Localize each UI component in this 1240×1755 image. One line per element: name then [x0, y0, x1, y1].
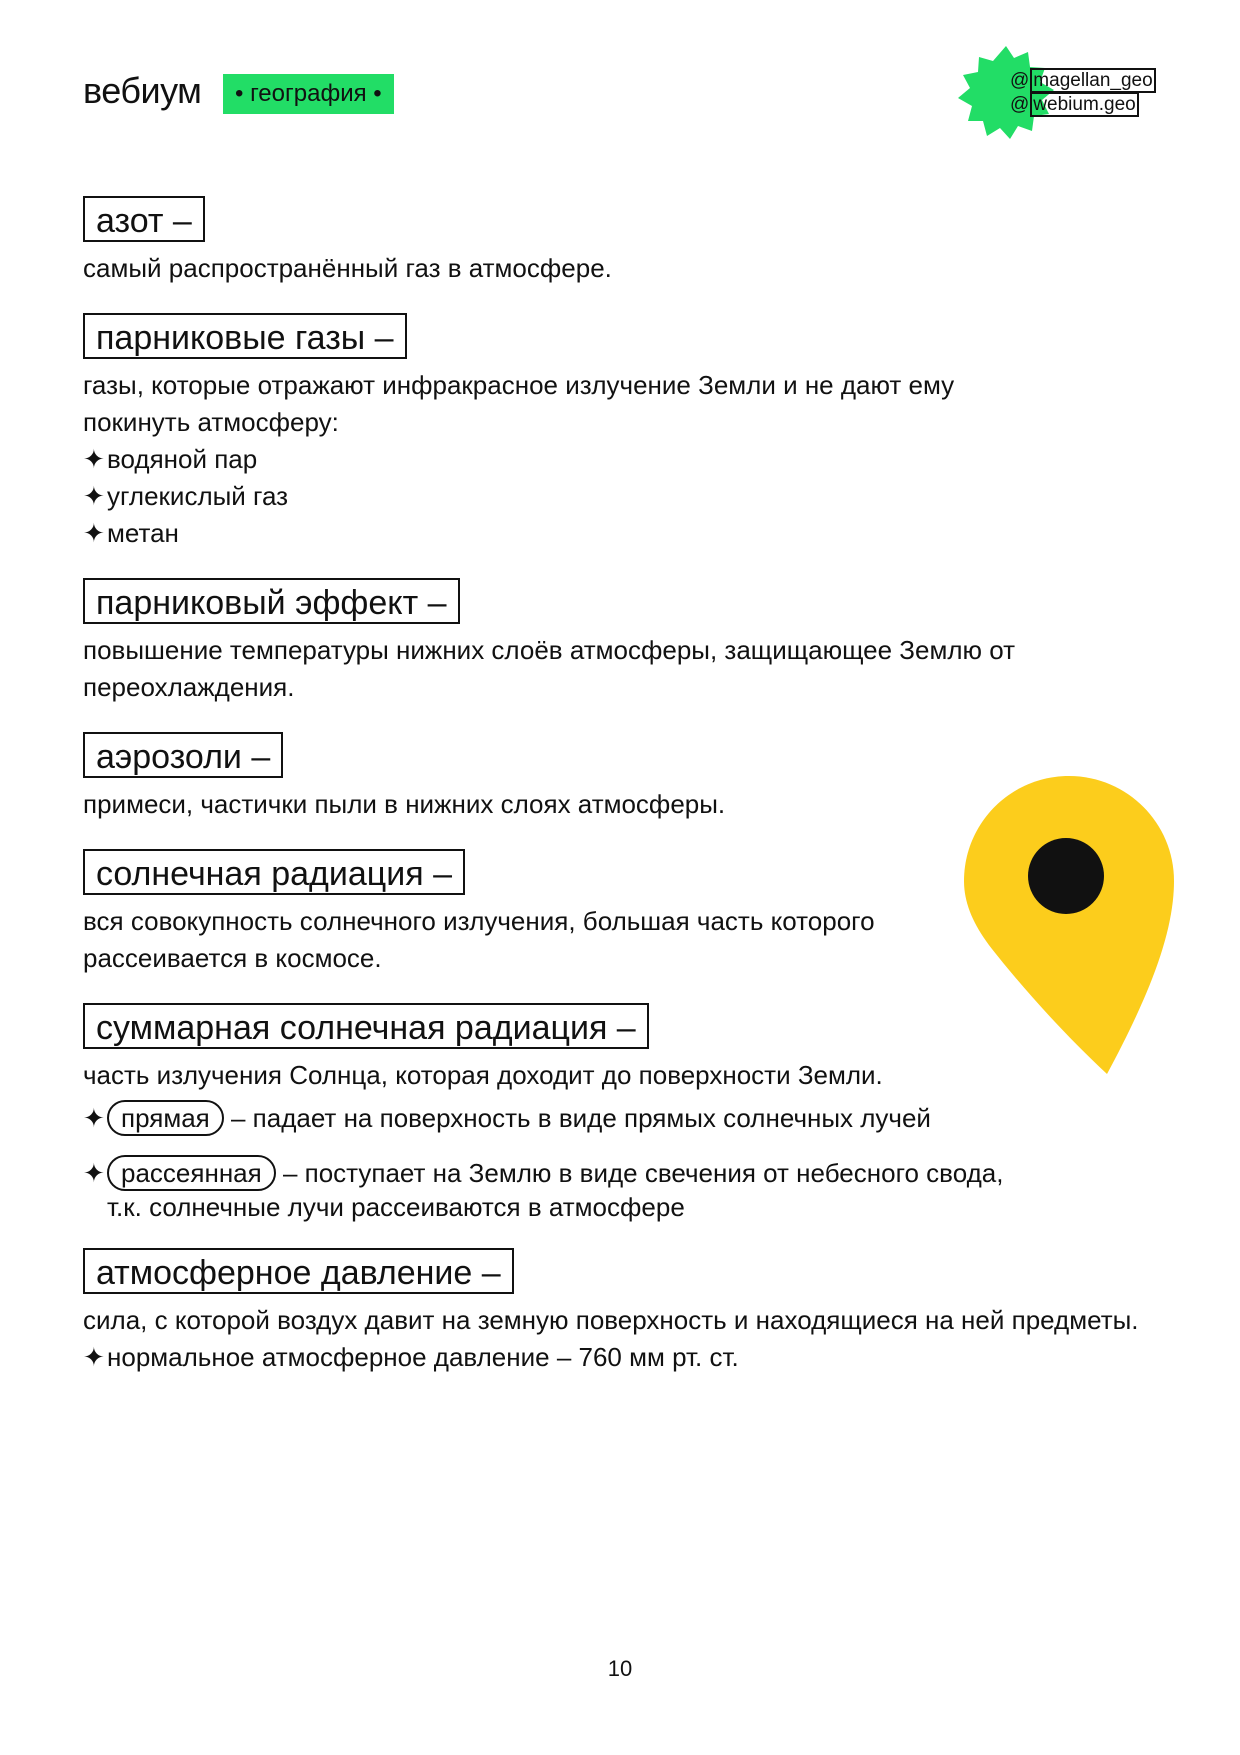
page-number: 10	[607, 1656, 633, 1681]
tag-direct: прямая	[107, 1100, 224, 1136]
brand-logo: вебиум	[83, 70, 202, 111]
definition-solar-radiation: вся совокупность солнечного излучения, большая часть которого рассеивается в космосе.	[83, 906, 875, 973]
definition-total-solar-radiation: часть излучения Солнца, которая доходит до поверхности Земли.	[83, 1060, 883, 1090]
tag-diffuse: рассеянная	[107, 1155, 276, 1191]
definition-greenhouse-gases: газы, которые отражают инфракрасное излучение Земли и не дают ему покинуть атмосферу:	[83, 370, 955, 437]
star-bullet-icon: ✦	[83, 1103, 105, 1133]
term-block-atmospheric-pressure	[83, 1248, 1163, 1376]
term-greenhouse-gases: парниковые газы –	[83, 313, 407, 359]
list-item: ✦углекислый газ	[83, 478, 1163, 515]
term-block-greenhouse-effect	[83, 578, 1163, 706]
star-bullet-icon: ✦	[83, 1158, 105, 1188]
map-pin-icon	[962, 774, 1176, 1078]
definition-atmospheric-pressure: сила, с которой воздух давит на земную поверхность и находящиеся на ней предметы.	[83, 1305, 1139, 1335]
social-handles	[1010, 69, 1156, 117]
term-greenhouse-effect: парниковый эффект –	[83, 578, 460, 624]
list-item: ✦нормальное атмосферное давление – 760 мм рт. ст.	[83, 1339, 1163, 1376]
term-aerosols: аэрозоли –	[83, 732, 283, 778]
definition-aerosols: примеси, частички пыли в нижних слоях атмосферы.	[83, 789, 726, 819]
term-atmospheric-pressure: атмосферное давление –	[83, 1248, 514, 1294]
star-bullet-icon: ✦	[83, 444, 105, 474]
list-item: ✦водяной пар	[83, 441, 1163, 478]
subject-badge: • география •	[223, 74, 394, 114]
handle-webium[interactable]: @ webium.geo	[1010, 93, 1156, 117]
term-total-solar-radiation: суммарная солнечная радиация –	[83, 1003, 649, 1049]
term-block-nitrogen	[83, 196, 1163, 287]
definition-greenhouse-effect: повышение температуры нижних слоёв атмосферы, защищающее Землю от переохлаждения.	[83, 635, 1016, 702]
term-nitrogen: азот –	[83, 196, 205, 242]
list-item: ✦ рассеянная – поступает на Землю в виде свечения от небесного свода,	[83, 1155, 1163, 1192]
definition-nitrogen: самый распространённый газ в атмосфере.	[83, 253, 612, 283]
list-item: ✦ прямая – падает на поверхность в виде прямых солнечных лучей	[83, 1100, 1163, 1137]
star-bullet-icon: ✦	[83, 518, 105, 548]
term-solar-radiation: солнечная радиация –	[83, 849, 465, 895]
list-item-continuation: т.к. солнечные лучи рассеиваются в атмосфере	[107, 1192, 685, 1222]
handle-magellan[interactable]: @ magellan_geo	[1010, 69, 1156, 93]
term-block-greenhouse-gases	[83, 313, 1163, 552]
star-bullet-icon: ✦	[83, 1342, 105, 1372]
list-item: ✦метан	[83, 515, 1163, 552]
star-bullet-icon: ✦	[83, 481, 105, 511]
